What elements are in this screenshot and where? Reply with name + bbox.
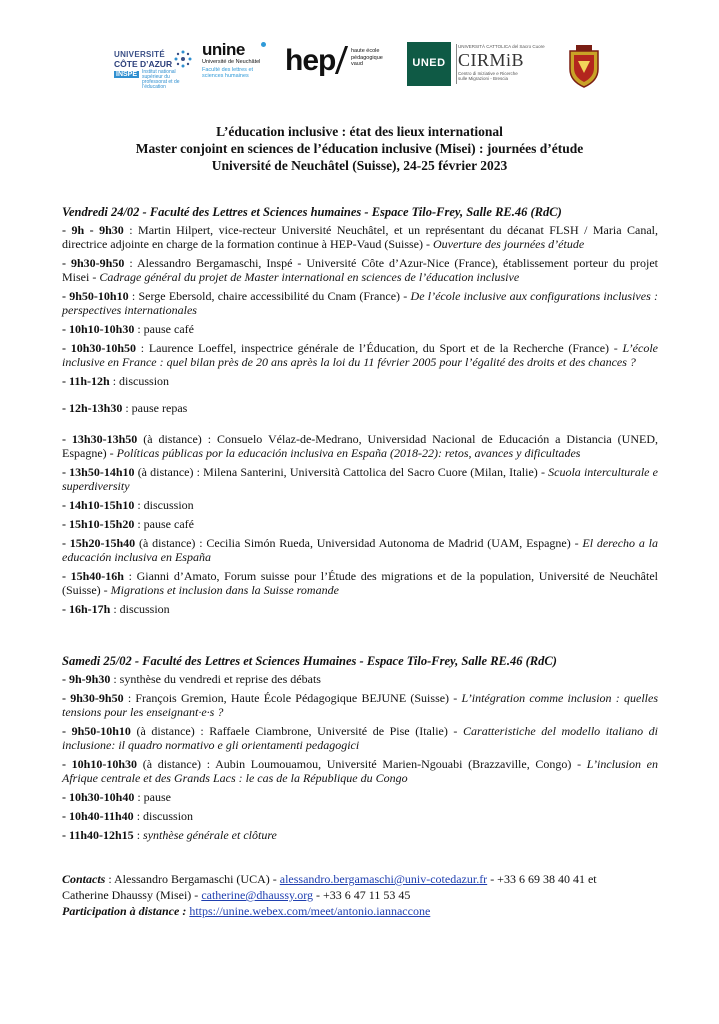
cirmib-logo-top: UNIVERSITÀ CATTOLICA del Sacro Cuore bbox=[458, 44, 545, 49]
item-time: - 16h-17h bbox=[62, 602, 111, 617]
program-item bbox=[62, 374, 658, 388]
uned-logo-name: UNED bbox=[412, 57, 446, 69]
title-line-3: Université de Neuchâtel (Suisse), 24-25 février 2023 bbox=[211, 158, 508, 173]
item-text: (à distance) : Consuelo Vélaz-de-Medrano, Universidad Nacional de Educación a Distancia (UNED, Espagne) - bbox=[62, 432, 659, 461]
item-text: : Serge Ebersold, chaire accessibilité du Cnam (France) - bbox=[128, 289, 411, 304]
item-text: : Alessandro Bergamaschi, Inspé - Université Côte d’Azur-Nice (France), établissement porteur du projet Misei - bbox=[62, 256, 659, 285]
unine-logo-faculty: Faculté des lettres et sciences humaines bbox=[202, 67, 254, 79]
contacts-line-2 bbox=[62, 887, 658, 903]
crest-icon bbox=[566, 40, 602, 92]
program-item bbox=[62, 401, 658, 415]
cirmib-logo bbox=[456, 40, 556, 92]
program-item bbox=[62, 691, 658, 719]
program-item bbox=[62, 223, 658, 251]
unine-dot-icon bbox=[261, 42, 266, 47]
item-talk-title: Cadrage général du projet de Master international en sciences de l’éducation inclusive bbox=[99, 270, 520, 285]
unine-logo bbox=[202, 40, 272, 92]
remote-line bbox=[62, 903, 658, 919]
item-time: - 9h50-10h10 bbox=[62, 723, 131, 738]
contacts-text-1: : Alessandro Bergamaschi (UCA) - bbox=[105, 872, 280, 886]
item-talk-title: L’inclusion en Afrique centrale et des Grands Lacs : le cas de la République du Congo bbox=[62, 757, 658, 786]
logo-row bbox=[0, 40, 719, 96]
item-text: (à distance) : Cecilia Simón Rueda, Universidad Autonoma de Madrid (UAM, Espagne) - bbox=[135, 536, 583, 551]
item-time: - 14h10-15h10 bbox=[62, 498, 135, 513]
program-item bbox=[62, 498, 658, 512]
program-item bbox=[62, 828, 658, 842]
cirmib-logo-sub: Centro di Iniziative e Ricerche sulle Migrazioni - Brescia bbox=[458, 71, 518, 81]
item-text: : synthèse du vendredi et reprise des débats bbox=[110, 672, 321, 686]
item-time: - 9h50-10h10 bbox=[62, 289, 129, 304]
item-text: : discussion bbox=[110, 602, 170, 617]
item-time: - 11h40-12h15 bbox=[62, 827, 134, 842]
hep-logo-sub: haute école pédagogique vaud bbox=[351, 48, 383, 67]
item-time: - 11h-12h bbox=[62, 374, 110, 389]
contacts-line-1 bbox=[62, 871, 658, 887]
item-time: - 12h-13h30 bbox=[62, 401, 123, 416]
item-talk-title: Políticas públicas por la educación inclusiva en España (2018-22): retos, avances y dificultades bbox=[116, 446, 581, 461]
item-text: : discussion bbox=[109, 374, 170, 389]
program-item bbox=[62, 724, 658, 752]
event-title bbox=[0, 123, 719, 174]
item-text: : Laurence Loeffel, inspectrice générale de l’Éducation, du Sport et de la Recherche (France) - bbox=[136, 341, 623, 356]
program-item bbox=[62, 256, 658, 284]
contacts-label: Contacts bbox=[62, 872, 106, 886]
inspe-subtitle: Institut national supérieur du professorat et de l’éducation bbox=[142, 69, 180, 90]
item-talk-title: Caratteristiche del modello italiano di inclusione: il quadro normativo e gli orientamenti pedagogici bbox=[62, 723, 658, 753]
hep-logo bbox=[285, 40, 395, 92]
program-item bbox=[62, 341, 658, 369]
program-item bbox=[62, 790, 658, 804]
cirmib-logo-name: CIRMiB bbox=[458, 50, 525, 70]
program-item bbox=[62, 432, 658, 460]
item-talk-title: Ouverture des journées d’étude bbox=[432, 237, 585, 252]
item-time: - 13h50-14h10 bbox=[62, 465, 135, 480]
item-time: - 15h40-16h bbox=[62, 569, 124, 584]
hep-slash-icon bbox=[335, 46, 348, 74]
item-text: : pause bbox=[134, 790, 171, 805]
unine-logo-sub: Université de Neuchâtel bbox=[202, 59, 261, 65]
item-text: : François Gremion, Haute École Pédagogique BEJUNE (Suisse) - bbox=[123, 690, 462, 705]
item-time: - 10h10-10h30 bbox=[62, 757, 138, 772]
item-talk-title: El derecho a la educación inclusiva en España bbox=[62, 536, 659, 565]
day2-program bbox=[62, 672, 658, 847]
email-link-1[interactable]: alessandro.bergamaschi@univ-cotedazur.fr bbox=[279, 872, 488, 886]
uned-logo bbox=[407, 42, 451, 86]
hep-logo-name: hep bbox=[285, 44, 336, 77]
item-time: - 13h30-13h50 bbox=[62, 432, 138, 447]
item-time: - 10h40-11h40 bbox=[62, 809, 134, 824]
remote-label: Participation à distance : bbox=[62, 904, 187, 918]
item-text: (à distance) : Raffaele Ciambrone, Université de Pise (Italie) - bbox=[130, 723, 464, 738]
program-item bbox=[62, 517, 658, 531]
item-time: - 15h10-15h20 bbox=[62, 517, 135, 532]
email-link-2[interactable]: catherine@dhaussy.org bbox=[201, 888, 313, 902]
program-item bbox=[62, 569, 658, 597]
phone-1: - +33 6 69 38 40 41 et bbox=[487, 872, 597, 886]
item-time: - 9h30-9h50 bbox=[62, 256, 125, 271]
spacer bbox=[62, 420, 658, 432]
program-item bbox=[62, 602, 658, 616]
item-time: - 10h30-10h40 bbox=[62, 790, 135, 805]
cirmib-divider bbox=[456, 44, 457, 84]
item-time: - 10h10-10h30 bbox=[62, 322, 135, 337]
title-line-2: Master conjoint en sciences de l’éducation inclusive (Misei) : journées d’étude bbox=[135, 141, 584, 156]
item-text: (à distance) : Milena Santerini, Università Cattolica del Sacro Cuore (Milan, Italie) - bbox=[134, 465, 549, 480]
spacer bbox=[62, 393, 658, 401]
program-item bbox=[62, 672, 658, 686]
item-text: : bbox=[133, 827, 144, 842]
item-text: : pause café bbox=[134, 517, 194, 532]
item-text: : Martin Hilpert, vice-recteur Université Neuchâtel, et un représentant du décanat FLSH / Maria Canal, directrice adjointe en charge de la formation continue à HEP-Vaud (Suisse) - bbox=[62, 223, 658, 252]
day1-program bbox=[62, 223, 658, 621]
program-item bbox=[62, 289, 658, 317]
item-text: : pause café bbox=[134, 322, 194, 337]
program-item bbox=[62, 465, 658, 493]
uca-dots-icon bbox=[172, 48, 194, 70]
item-text: : discussion bbox=[133, 809, 194, 824]
item-talk-title: L’intégration comme inclusion : quelles tensions pour les enseignant·e·s ? bbox=[62, 690, 658, 720]
item-talk-title: De l’école inclusive aux configurations inclusives : perspectives internationales bbox=[62, 289, 658, 318]
item-time: - 9h-9h30 bbox=[62, 672, 111, 686]
item-time: - 9h - 9h30 bbox=[62, 223, 124, 237]
uca-logo-line2: CÔTE D’AZUR bbox=[114, 59, 173, 69]
unine-logo-name: unine bbox=[202, 40, 245, 59]
contacts-block bbox=[62, 871, 658, 919]
program-item bbox=[62, 757, 658, 785]
title-line-1: L’éducation inclusive : état des lieux international bbox=[216, 124, 503, 139]
item-talk-title: Migrations et inclusion dans la Suisse romande bbox=[110, 583, 339, 598]
uca-logo-line1: UNIVERSITÉ bbox=[114, 50, 166, 59]
program-item bbox=[62, 809, 658, 823]
item-talk-title: Scuola interculturale e superdiversity bbox=[62, 465, 658, 494]
item-text: : discussion bbox=[134, 498, 194, 513]
phone-2: - +33 6 47 11 53 45 bbox=[313, 888, 411, 902]
day2-heading: Samedi 25/02 - Faculté des Lettres et Sciences Humaines - Espace Tilo-Frey, Salle RE.46 (RdC) bbox=[62, 654, 557, 668]
item-talk-title: L’école inclusive en France : quel bilan près de 20 ans après la loi du 11 février 2005 pour l’égalité des droits et des chances ? bbox=[62, 341, 658, 370]
contacts-text-2: Catherine Dhaussy (Misei) - bbox=[62, 888, 202, 902]
item-time: - 15h20-15h40 bbox=[62, 536, 136, 551]
program-item bbox=[62, 322, 658, 336]
item-text: : pause repas bbox=[122, 401, 188, 416]
item-time: - 10h30-10h50 bbox=[62, 341, 137, 356]
inspe-badge: INSPÉ bbox=[116, 71, 138, 78]
webex-link[interactable]: https://unine.webex.com/meet/antonio.iannaccone bbox=[189, 904, 431, 918]
item-text: (à distance) : Aubin Loumouamou, Université Marien-Ngouabi (Brazzaville, Congo) - bbox=[137, 757, 587, 772]
day1-heading: Vendredi 24/02 - Faculté des Lettres et Sciences humaines - Espace Tilo-Frey, Salle RE.46 (RdC) bbox=[62, 205, 562, 219]
program-item bbox=[62, 536, 658, 564]
item-talk-title: synthèse générale et clôture bbox=[143, 827, 277, 842]
item-text: : Gianni d’Amato, Forum suisse pour l’Étude des migrations et de la population, Université de Neuchâtel (Suisse) - bbox=[62, 569, 659, 598]
uca-logo bbox=[112, 40, 194, 92]
item-time: - 9h30-9h50 bbox=[62, 690, 124, 705]
